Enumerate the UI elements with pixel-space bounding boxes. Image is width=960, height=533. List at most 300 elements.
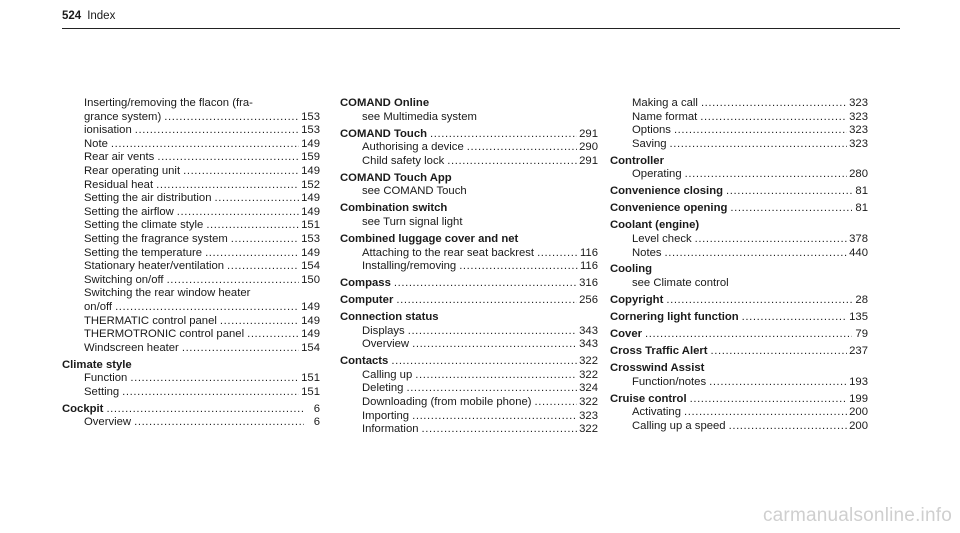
dot-leader: [535, 396, 578, 410]
index-line: [84, 165, 320, 179]
index-term: Name format: [632, 110, 698, 123]
index-term: Displays: [362, 324, 405, 337]
index-term: Setting: [84, 385, 120, 398]
page-reference: 322: [579, 396, 598, 408]
page-reference: 153: [301, 232, 320, 245]
page-reference: 149: [301, 192, 320, 205]
index-line: [84, 328, 320, 342]
index-subentry: [610, 376, 868, 390]
watermark: carmanualsonline.info: [762, 505, 952, 526]
index-line: [610, 393, 868, 407]
index-term: Switching the rear window heater: [84, 287, 251, 300]
index-line: [610, 294, 868, 308]
index-line: [362, 338, 598, 352]
index-line: [84, 386, 320, 400]
index-line: [340, 202, 598, 216]
index-line: [84, 233, 320, 247]
index-term: Operating: [632, 168, 682, 181]
index-subentry: [62, 342, 320, 356]
index-line: [340, 172, 598, 186]
index-subentry: [340, 382, 598, 396]
index-line: [84, 372, 320, 386]
page-reference: 343: [579, 338, 598, 351]
index-term: Cruise control: [610, 392, 687, 405]
page-title: Index: [87, 10, 116, 22]
index-line: [610, 185, 868, 199]
page-reference: 323: [849, 124, 868, 137]
dot-leader: [406, 382, 577, 396]
index-heading: [610, 155, 868, 169]
index-term: COMAND Touch App: [340, 171, 452, 184]
index-subentry: [340, 155, 598, 169]
dot-leader: [537, 247, 578, 261]
index-subentry: [340, 396, 598, 410]
index-heading: [610, 328, 868, 342]
index-term: Setting the airflow: [84, 205, 174, 218]
index-term: Setting the fragrance system: [84, 232, 228, 245]
index-subentry: [62, 206, 320, 220]
index-subentry: [62, 274, 320, 288]
index-line: [632, 406, 868, 420]
page-reference: 237: [849, 345, 868, 358]
index-term: Residual heat: [84, 178, 154, 191]
index-line: [84, 138, 320, 152]
page-reference: 323: [579, 409, 598, 422]
dot-leader: [415, 369, 577, 383]
index-subentry: [610, 111, 868, 125]
index-subentry: [62, 233, 320, 247]
dot-leader: [430, 128, 577, 142]
index-line: [610, 345, 868, 359]
index-term: Function/notes: [632, 375, 707, 388]
index-heading: [340, 355, 598, 369]
dot-leader: [709, 376, 847, 390]
index-subentry: [62, 165, 320, 179]
index-term: THERMOTRONIC control panel: [84, 328, 245, 341]
index-term: Importing: [362, 409, 410, 422]
index-subentry: [62, 416, 320, 430]
page-reference: 343: [579, 324, 598, 337]
page-reference: 322: [579, 423, 598, 436]
dot-leader: [645, 328, 852, 342]
index-term: see Multimedia system: [362, 110, 477, 123]
dot-leader: [742, 311, 848, 325]
page-reference: 291: [579, 154, 598, 167]
index-term: on/off: [84, 300, 113, 313]
index-subentry: [62, 315, 320, 329]
index-line: [84, 111, 320, 125]
index-subentry: [340, 338, 598, 352]
dot-leader: [666, 294, 852, 308]
page-reference: 323: [849, 137, 868, 150]
index-subentry: [340, 216, 598, 230]
page-reference: 323: [849, 110, 868, 123]
index-term: see Turn signal light: [362, 215, 463, 228]
index-term: see COMAND Touch: [362, 185, 467, 198]
index-line: [610, 362, 868, 376]
index-subentry: [62, 219, 320, 233]
dot-leader: [130, 372, 299, 386]
index-line: [362, 155, 598, 169]
index-column-3: [610, 97, 868, 433]
index-term: Setting the air distribution: [84, 192, 212, 205]
index-term: Inserting/removing the flacon (fra-: [84, 97, 253, 109]
index-term: Setting the temperature: [84, 246, 203, 259]
index-heading: [340, 202, 598, 216]
page-reference: 149: [301, 300, 320, 313]
dot-leader: [701, 97, 847, 111]
page-reference: 6: [313, 402, 320, 415]
index-subentry: [610, 420, 868, 434]
index-term: grance system): [84, 110, 162, 123]
index-term: Authorising a device: [362, 141, 464, 154]
page-reference: 135: [849, 311, 868, 324]
index-term: Overview: [362, 338, 410, 351]
page-reference: 153: [301, 124, 320, 137]
index-term: Deleting: [362, 382, 404, 395]
index-term: THERMATIC control panel: [84, 314, 217, 327]
index-subentry: [340, 111, 598, 125]
dot-leader: [227, 260, 299, 274]
index-term: ionisation: [84, 124, 132, 137]
index-subentry: [62, 138, 320, 152]
dot-leader: [231, 233, 299, 247]
index-subentry: [340, 185, 598, 199]
index-column-1: [62, 97, 320, 430]
dot-leader: [670, 138, 848, 152]
index-term: Cross Traffic Alert: [610, 345, 708, 358]
index-term: Notes: [632, 246, 662, 259]
index-line: [362, 260, 598, 274]
dot-leader: [711, 345, 848, 359]
index-line: [632, 420, 868, 434]
page-reference: 322: [579, 355, 598, 368]
index-term: Rear operating unit: [84, 164, 181, 177]
page-reference: 316: [579, 277, 598, 290]
index-term: Compass: [340, 277, 391, 290]
dot-leader: [408, 325, 577, 339]
index-line: [340, 128, 598, 142]
dot-leader: [182, 342, 299, 356]
page-reference: 28: [855, 294, 868, 307]
index-term: Attaching to the rear seat backrest: [362, 246, 535, 259]
index-term: Cooling: [610, 263, 653, 276]
index-term: Information: [362, 423, 419, 436]
index-line: [62, 403, 320, 417]
index-subentry: [610, 97, 868, 111]
index-subentry: [610, 247, 868, 261]
index-heading: [62, 359, 320, 373]
index-term: Windscreen heater: [84, 341, 179, 354]
index-heading: [340, 294, 598, 308]
index-term: Note: [84, 137, 108, 150]
page-reference: 149: [301, 164, 320, 177]
index-subentry: [610, 124, 868, 138]
dot-leader: [156, 179, 299, 193]
index-line: [84, 206, 320, 220]
dot-leader: [135, 124, 299, 138]
index-heading: [610, 263, 868, 277]
index-term: Child safety lock: [362, 154, 445, 167]
page-reference: 152: [301, 178, 320, 191]
page-reference: 116: [579, 246, 598, 259]
index-subentry: [62, 386, 320, 400]
dot-leader: [396, 294, 577, 308]
index-subentry: [62, 260, 320, 274]
index-subentry: [610, 138, 868, 152]
dot-leader: [700, 111, 847, 125]
page-reference: 440: [849, 246, 868, 259]
index-line: [632, 97, 868, 111]
index-term: Stationary heater/ventilation: [84, 260, 225, 273]
index-term: Calling up: [362, 368, 413, 381]
index-line: [84, 274, 320, 288]
dot-leader: [412, 338, 577, 352]
index-line: [610, 202, 868, 216]
index-line: [610, 155, 868, 169]
page-reference: 153: [301, 110, 320, 123]
dot-leader: [206, 219, 299, 233]
index-term: Cover: [610, 328, 643, 341]
index-subentry: [62, 328, 320, 342]
index-line: [632, 247, 868, 261]
index-term: COMAND Online: [340, 97, 430, 109]
dot-leader: [685, 168, 848, 182]
page-reference: 149: [301, 137, 320, 150]
index-line: [84, 260, 320, 274]
page-header: [62, 10, 115, 22]
index-subentry: [62, 124, 320, 138]
page-reference: 81: [855, 185, 868, 198]
index-subentry: [62, 179, 320, 193]
dot-leader: [467, 141, 577, 155]
index-subentry: [610, 406, 868, 420]
dot-leader: [177, 206, 299, 220]
dot-leader: [730, 202, 852, 216]
page-reference: 193: [849, 375, 868, 388]
index-line: [362, 382, 598, 396]
page-reference: 79: [855, 328, 868, 341]
index-line: [362, 216, 598, 230]
index-term: Installing/removing: [362, 260, 457, 273]
index-line: [340, 97, 598, 111]
index-line: [362, 111, 598, 125]
index-line: [632, 138, 868, 152]
dot-leader: [157, 151, 299, 165]
dot-leader: [684, 406, 847, 420]
index-line: [84, 315, 320, 329]
dot-leader: [394, 277, 577, 291]
index-term: Coolant (engine): [610, 219, 700, 232]
index-subentry: [340, 423, 598, 437]
index-term: Activating: [632, 406, 681, 419]
index-line: [362, 410, 598, 424]
page-reference: 200: [849, 406, 868, 419]
index-subentry: [62, 192, 320, 206]
index-line: [340, 294, 598, 308]
page-reference: 154: [301, 341, 320, 354]
index-line: [632, 376, 868, 390]
dot-leader: [726, 185, 852, 199]
index-term: Downloading (from mobile phone): [362, 396, 532, 408]
index-subentry: [340, 260, 598, 274]
index-term: Computer: [340, 294, 394, 307]
index-heading: [610, 219, 868, 233]
page-reference: 322: [579, 368, 598, 381]
index-line: [362, 185, 598, 199]
index-line: [610, 219, 868, 233]
index-subentry: [340, 410, 598, 424]
index-line: [84, 342, 320, 356]
index-heading: [340, 172, 598, 186]
index-line: [62, 359, 320, 373]
index-term: Overview: [84, 416, 132, 429]
dot-leader: [695, 233, 847, 247]
index-line: [340, 311, 598, 325]
index-heading: [610, 345, 868, 359]
index-subentry: [610, 277, 868, 291]
index-term: Cornering light function: [610, 311, 739, 324]
index-subentry: [610, 233, 868, 247]
dot-leader: [220, 315, 299, 329]
page-reference: 199: [849, 392, 868, 405]
index-line: [84, 179, 320, 193]
page-reference: 378: [849, 232, 868, 245]
index-heading: [340, 277, 598, 291]
page-reference: 151: [301, 219, 320, 232]
index-term: COMAND Touch: [340, 127, 428, 140]
dot-leader: [214, 192, 299, 206]
index-subentry: [62, 97, 320, 124]
index-subentry: [340, 247, 598, 261]
page-reference: 159: [301, 151, 320, 164]
page-reference: 323: [849, 97, 868, 109]
index-term: Saving: [632, 137, 667, 150]
index-subentry: [340, 369, 598, 383]
page-reference: 150: [301, 273, 320, 286]
page-number: 524: [62, 10, 82, 22]
index-term: Options: [632, 124, 671, 137]
index-line: [84, 301, 320, 315]
index-term: Cockpit: [62, 402, 104, 415]
index-heading: [340, 233, 598, 247]
index-line: [340, 355, 598, 369]
index-line: [632, 124, 868, 138]
dot-leader: [447, 155, 577, 169]
index-term: Level check: [632, 232, 692, 245]
index-line: [84, 151, 320, 165]
dot-leader: [690, 393, 848, 407]
index-heading: [340, 311, 598, 325]
page-reference: 200: [849, 419, 868, 432]
dot-leader: [134, 416, 304, 430]
dot-leader: [391, 355, 577, 369]
index-term: Controller: [610, 154, 664, 167]
index-line: [84, 124, 320, 138]
page-reference: 151: [301, 385, 320, 398]
index-line: [632, 111, 868, 125]
page-reference: 6: [313, 416, 320, 429]
index-line: [340, 277, 598, 291]
page-reference: 149: [301, 328, 320, 341]
index-line: [362, 369, 598, 383]
dot-leader: [459, 260, 578, 274]
dot-leader: [729, 420, 848, 434]
page-reference: 116: [579, 260, 598, 273]
dot-leader: [111, 138, 299, 152]
index-term: Connection status: [340, 311, 439, 324]
index-line: [84, 287, 320, 301]
index-subentry: [62, 151, 320, 165]
index-line: [362, 141, 598, 155]
index-line: [340, 233, 598, 247]
index-heading: [340, 97, 598, 111]
index-line: [632, 277, 868, 291]
dot-leader: [183, 165, 299, 179]
index-heading: [610, 311, 868, 325]
dot-leader: [167, 274, 300, 288]
index-term: Function: [84, 372, 128, 385]
page-reference: 149: [301, 205, 320, 218]
index-term: Crosswind Assist: [610, 362, 705, 374]
index-column-2: [340, 97, 598, 437]
page-reference: 151: [301, 372, 320, 385]
index-subentry: [340, 141, 598, 155]
dot-leader: [122, 386, 299, 400]
index-line: [84, 97, 320, 111]
index-line: [362, 247, 598, 261]
dot-leader: [164, 111, 299, 125]
index-term: Convenience opening: [610, 202, 728, 215]
page-reference: 149: [301, 246, 320, 259]
page-reference: 154: [301, 260, 320, 273]
page-reference: 290: [579, 141, 598, 154]
index-heading: [610, 185, 868, 199]
index-subentry: [610, 168, 868, 182]
index-heading: [610, 393, 868, 407]
index-term: Climate style: [62, 358, 132, 371]
index-term: Convenience closing: [610, 185, 723, 198]
index-heading: [62, 403, 320, 417]
index-term: Combination switch: [340, 202, 448, 215]
index-heading: [610, 202, 868, 216]
page-reference: 81: [855, 202, 868, 215]
dot-leader: [422, 423, 578, 437]
dot-leader: [247, 328, 299, 342]
index-line: [610, 263, 868, 277]
index-subentry: [62, 372, 320, 386]
index-term: Calling up a speed: [632, 419, 726, 432]
index-term: Setting the climate style: [84, 219, 204, 232]
index-line: [362, 396, 598, 410]
dot-leader: [106, 403, 304, 417]
index-line: [632, 168, 868, 182]
dot-leader: [115, 301, 299, 315]
index-line: [84, 192, 320, 206]
index-line: [362, 325, 598, 339]
index-line: [610, 311, 868, 325]
index-heading: [610, 294, 868, 308]
index-term: Making a call: [632, 97, 698, 109]
index-heading: [610, 362, 868, 376]
index-term: see Climate control: [632, 277, 729, 290]
page-reference: 291: [579, 127, 598, 140]
index-subentry: [62, 247, 320, 261]
index-line: [84, 219, 320, 233]
dot-leader: [205, 247, 299, 261]
dot-leader: [674, 124, 847, 138]
page-reference: 324: [579, 382, 598, 395]
